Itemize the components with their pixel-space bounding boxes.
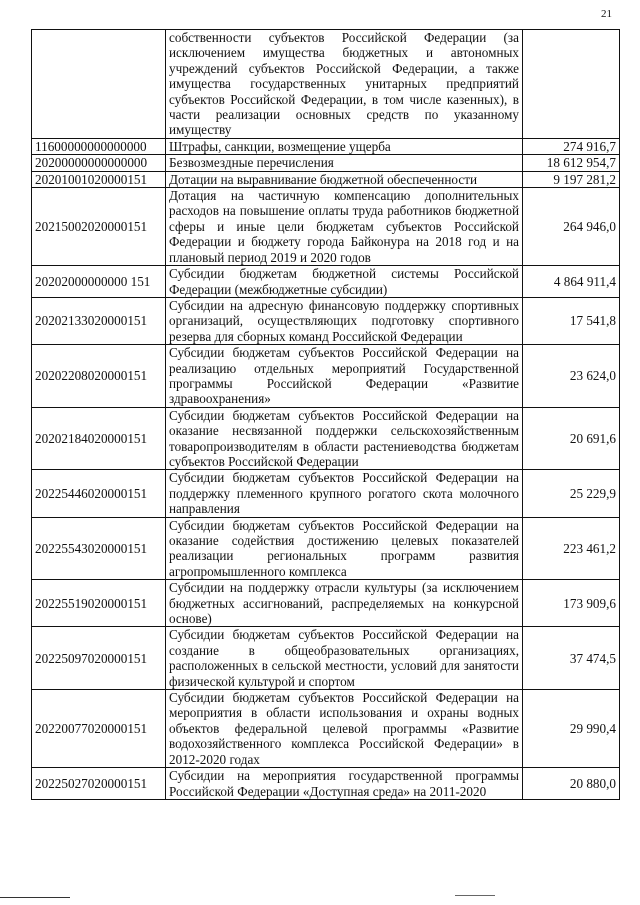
row-description: Субсидии бюджетам субъектов Российской Федерации на реализацию отдельных мероприятий Государственной программы Российской Федерации «Развитие здравоохранения»: [166, 345, 523, 408]
row-amount: [523, 30, 620, 139]
table-row: [32, 768, 620, 800]
row-code: 20200000000000000: [32, 155, 166, 171]
row-description: Субсидии на поддержку отрасли культуры (за исключением бюджетных ассигнований, распределяемых на конкурсной основе): [166, 580, 523, 627]
row-amount: 264 946,0: [523, 188, 620, 266]
row-description: Дотации на выравнивание бюджетной обеспеченности: [166, 171, 523, 187]
row-amount: 223 461,2: [523, 517, 620, 580]
table-row: [32, 690, 620, 768]
table-row: [32, 188, 620, 266]
table-row: [32, 30, 620, 139]
row-description: Штрафы, санкции, возмещение ущерба: [166, 138, 523, 154]
row-description: Безвозмездные перечисления: [166, 155, 523, 171]
table-row: [32, 266, 620, 298]
row-code: 20225097020000151: [32, 627, 166, 690]
row-code: 20225027020000151: [32, 768, 166, 800]
row-description: собственности субъектов Российской Федерации (за исключением имущества бюджетных и автономных учреждений субъектов Российской Федерации, а также имущества государственных унитарных предприятий субъектов Российской Федерации, в том числе казенных), в части реализации основных средств по указанному имуществу: [166, 30, 523, 139]
row-code: 20202000000000 151: [32, 266, 166, 298]
row-code: 20220077020000151: [32, 690, 166, 768]
row-amount: 17 541,8: [523, 297, 620, 344]
row-code: 20225543020000151: [32, 517, 166, 580]
budget-revenue-table: [31, 29, 620, 800]
row-description: Субсидии бюджетам субъектов Российской Федерации на оказание несвязанной поддержки сельскохозяйственным товаропроизводителям в области растениеводства бюджетам субъектов Российской Федерации: [166, 407, 523, 470]
row-code: [32, 30, 166, 139]
row-description: Дотация на частичную компенсацию дополнительных расходов на повышение оплаты труда работников бюджетной сферы и иные цели бюджетам субъектов Российской Федерации и бюджету города Байконура на 2018 год и на плановый период 2019 и 2020 годов: [166, 188, 523, 266]
row-code: 20202208020000151: [32, 345, 166, 408]
row-description: Субсидии бюджетам бюджетной системы Российской Федерации (межбюджетные субсидии): [166, 266, 523, 298]
row-amount: 4 864 911,4: [523, 266, 620, 298]
row-amount: 173 909,6: [523, 580, 620, 627]
table-row: [32, 407, 620, 470]
table-row: [32, 580, 620, 627]
row-code: 11600000000000000: [32, 138, 166, 154]
scan-mark: [455, 895, 495, 896]
row-amount: 9 197 281,2: [523, 171, 620, 187]
row-amount: 20 691,6: [523, 407, 620, 470]
footer-rule: [0, 897, 70, 898]
table-body: [32, 30, 620, 800]
row-code: 20202133020000151: [32, 297, 166, 344]
row-description: Субсидии бюджетам субъектов Российской Федерации на мероприятия в области использования и охраны водных объектов федеральной целевой программы «Развитие водохозяйственного комплекса Российской Федерации» в 2012-2020 годах: [166, 690, 523, 768]
row-amount: 25 229,9: [523, 470, 620, 517]
table-row: [32, 627, 620, 690]
row-amount: 18 612 954,7: [523, 155, 620, 171]
row-code: 20225519020000151: [32, 580, 166, 627]
row-description: Субсидии бюджетам субъектов Российской Федерации на создание в общеобразовательных организациях, расположенных в сельской местности, условий для занятости физической культурой и спортом: [166, 627, 523, 690]
table-row: [32, 155, 620, 171]
row-code: 20202184020000151: [32, 407, 166, 470]
row-code: 20201001020000151: [32, 171, 166, 187]
row-amount: 274 916,7: [523, 138, 620, 154]
row-amount: 37 474,5: [523, 627, 620, 690]
row-description: Субсидии бюджетам субъектов Российской Федерации на поддержку племенного крупного рогатого скота молочного направления: [166, 470, 523, 517]
table-row: [32, 297, 620, 344]
row-description: Субсидии бюджетам субъектов Российской Федерации на оказание содействия достижению целевых показателей реализации региональных программ развития агропромышленного комплекса: [166, 517, 523, 580]
table-row: [32, 138, 620, 154]
row-code: 20215002020000151: [32, 188, 166, 266]
row-amount: 23 624,0: [523, 345, 620, 408]
row-description: Субсидии на адресную финансовую поддержку спортивных организаций, осуществляющих подготовку спортивного резерва для сборных команд Российской Федерации: [166, 297, 523, 344]
table-row: [32, 470, 620, 517]
table-row: [32, 517, 620, 580]
row-code: 20225446020000151: [32, 470, 166, 517]
row-amount: 20 880,0: [523, 768, 620, 800]
table-row: [32, 345, 620, 408]
row-description: Субсидии на мероприятия государственной программы Российской Федерации «Доступная среда» на 2011-2020: [166, 768, 523, 800]
table-row: [32, 171, 620, 187]
row-amount: 29 990,4: [523, 690, 620, 768]
page-number: 21: [601, 8, 612, 20]
